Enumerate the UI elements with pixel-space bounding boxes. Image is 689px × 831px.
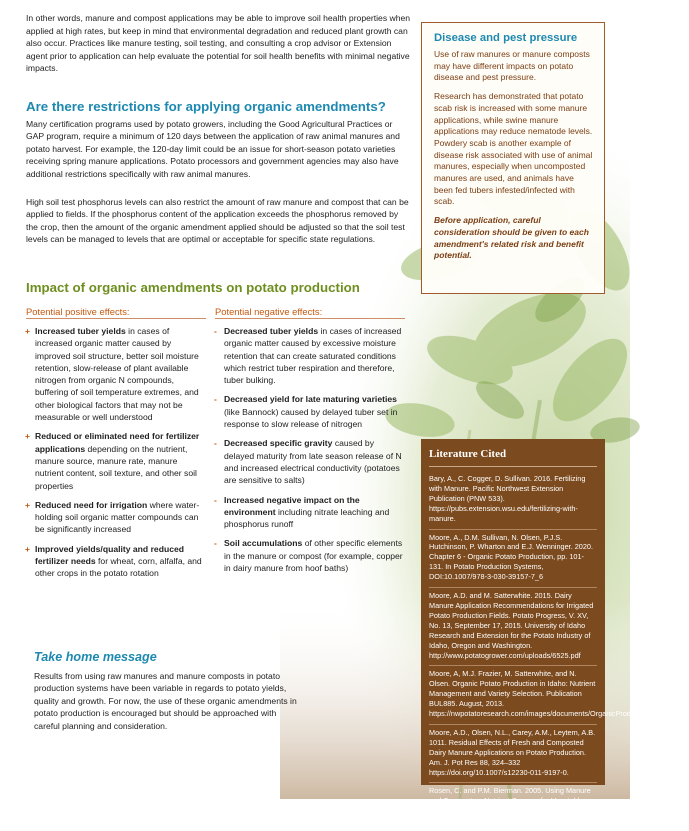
sidebar-paragraph-2: Research has demonstrated that potato scab risk is increased with some manure applications, while swine manure applications may reduce nematode levels. Powdery scab is another example of disease risk associated with use of animal manures, especially when uncomposted manures are used, and animals have been fed tubers infested/infected with scab. — [434, 91, 593, 207]
minus-marker: - — [214, 494, 217, 505]
item-text: (like Bannock) caused by delayed tuber set in response to slow release of nitrogen — [224, 406, 398, 430]
item-text: for wheat, corn, alfalfa, and other crops in the potato rotation — [35, 556, 202, 579]
take-home-heading: Take home message — [34, 650, 157, 664]
list-item — [214, 393, 404, 430]
item-bold: Soil accumulations — [224, 538, 303, 549]
list-item — [25, 543, 207, 580]
list-item — [214, 494, 404, 531]
minus-marker: - — [214, 394, 217, 405]
item-text: where water-holding soil organic matter compounds can be significantly increased — [35, 499, 200, 535]
negative-effects-heading: Potential negative effects: — [215, 306, 323, 317]
minus-marker: - — [214, 538, 217, 549]
reference-item: Moore, A, M.J. Frazier, M. Satterwhite, and N. Olsen. Organic Potato Production in Idaho: Nutrient Management and Variety Selection. Publication BUL885. August, 2013. https://nwpotatoresearch.com/images/documents/OrganicProductionBUL885.pdf — [429, 666, 597, 725]
list-item — [214, 325, 404, 386]
item-text: in cases of increased organic matter caused by improved soil structure, better soil moisture retention, slow-release of plant available nitrogen from organic N compounds, buffering of soil temperature extremes, and other biological factors that may not be measurable or well understood — [35, 326, 199, 423]
restrictions-paragraph-2: High soil test phosphorus levels can also restrict the amount of raw manure and compost that can be applied to fields. If the phosphorus content of the application exceeds the phosphorus removed by the crop, then the amount of the organic amendment applied should be adjusted so that the soil test levels can be managed to levels that are optimal or acceptable for specific state regulations. — [26, 197, 409, 245]
item-text: in cases of increased organic matter caused by excessive moisture retention that can create saturated conditions which restrict tuber respiration and therefore, tuber bulking. — [224, 326, 402, 386]
sidebar-paragraph-3: Before application, careful consideration should be given to each amendment's related risk and benefit potential. — [434, 215, 589, 261]
positive-effects-heading: Potential positive effects: — [26, 306, 130, 317]
list-item — [25, 499, 207, 536]
sidebar-paragraph-1: Use of raw manures or manure composts may have different impacts on potato disease and pest pressure. — [434, 49, 590, 83]
item-bold: Reduced or eliminated need for fertilizer applications — [35, 431, 200, 454]
negative-divider — [215, 318, 405, 319]
item-bold: Decreased tuber yields — [224, 326, 319, 336]
list-item — [214, 437, 404, 486]
positive-effects-list — [25, 325, 207, 587]
intro-paragraph: In other words, manure and compost applications may be able to improve soil health properties when applied at high rates, but keep in mind that environmental degradation and reduced plant growth can also occur. Practices like manure testing, soil testing, and consulting a crop advisor or Extension agent prior to application can help evaluate the potential for soil health benefits with minimal negative impacts. — [26, 13, 411, 74]
item-bold: Improved yields/quality and reduced fertilizer needs — [35, 543, 184, 567]
item-text: of other specific elements in the manure or compost (for example, copper in dairy manure from hoof baths) — [224, 538, 403, 574]
sidebar-title: Disease and pest pressure — [434, 32, 578, 44]
restrictions-paragraph-1: Many certification programs used by potato growers, including the Good Agricultural Practices or GAP program, require a minimum of 120 days between the application of raw animal manures and potato harvest. For example, the 120-day limit could be an issue for short-season potato varieties receiving spring manure applications. Potato processors and government agencies may also have additional restrictions specifically with raw animal manures. — [26, 119, 400, 179]
item-bold: Decreased yield for late maturing varieties — [224, 394, 397, 405]
item-text: depending on the nutrient, manure source, manure rate, manure nutrient content, soil texture, and other soil properties — [35, 443, 197, 491]
plus-marker: + — [25, 543, 31, 554]
literature-title: Literature Cited — [429, 448, 597, 467]
minus-marker: - — [214, 438, 217, 449]
reference-item: Rosen, C. and P.M. Bierman. 2005. Using Manure and Compost as Nutrient Sources for Vegetable Crops. University of Minnesota Extension. https://ucanr.edu/sites/nm/files/76644.pdf — [429, 786, 591, 826]
impact-heading: Impact of organic amendments on potato production — [26, 280, 360, 295]
plus-marker: + — [25, 326, 31, 336]
list-item — [25, 430, 207, 491]
reference-item: Moore, A.D., Olsen, N.L., Carey, A.M., Leytem, A.B. 1011. Residual Effects of Fresh and Composted Dairy Manure Applications on Potato Production. Am. J. Pot Res 88, 324–332 https://doi.org/10.1007/s12230-011-9197-0. — [429, 725, 597, 784]
plus-marker: + — [25, 431, 31, 442]
item-bold: Decreased specific gravity — [224, 438, 333, 449]
item-bold: Increased negative impact on the environment — [224, 494, 360, 517]
negative-effects-list — [214, 325, 404, 581]
minus-marker: - — [214, 326, 217, 336]
item-bold: Increased tuber yields — [35, 326, 126, 336]
reference-item: Moore, A.D. and M. Satterwhite. 2015. Dairy Manure Application Recommendations for Irrigated Potato Production Fields. Potato Progress, V. XV, No. 13, September 17, 2015. University of Idaho Research and Extension for the Potato Industry of Idaho, Oregon and Washington. http://www.potatogrower.com/uploads/6525.pdf — [429, 588, 597, 666]
list-item — [25, 325, 207, 423]
restrictions-heading: Are there restrictions for applying organic amendments? — [26, 99, 386, 114]
reference-item: Bary, A., C. Cogger, D. Sullivan. 2016. Fertilizing with Manure. Pacific Northwest Extension Publication (PNW 533). https://pubs.extension.wsu.edu/fertilizing-with-manure. — [429, 471, 597, 530]
positive-divider — [26, 318, 206, 319]
plus-marker: + — [25, 499, 31, 510]
take-home-paragraph: Results from using raw manures and manure composts in potato production systems have been variable in regards to potato yields, quality and growth. For now, the use of these organic amendments in potato production is encouraged but should be approached with careful planning and consideration. — [34, 671, 297, 731]
literature-cited-box — [421, 439, 689, 826]
disease-pest-sidebar — [421, 22, 605, 294]
item-bold: Reduced need for irrigation — [35, 499, 148, 510]
list-item — [214, 537, 404, 574]
item-text: including nitrate leaching and phosphorus runoff — [224, 506, 390, 530]
item-text: caused by delayed maturity from late season release of N and increased electrical conductivity (potatoes are sensitive to salts) — [224, 438, 402, 486]
reference-item: Moore, A., D.M. Sullivan, N. Olsen, P.J.S. Hutchinson, P. Wharton and E.J. Wenninger. 2020. Chapter 6 - Organic Potato Production, pp. 101-131. In Potato Production Systems, DOI:10.1007/978-3-030-39157-7_6 — [429, 530, 597, 589]
